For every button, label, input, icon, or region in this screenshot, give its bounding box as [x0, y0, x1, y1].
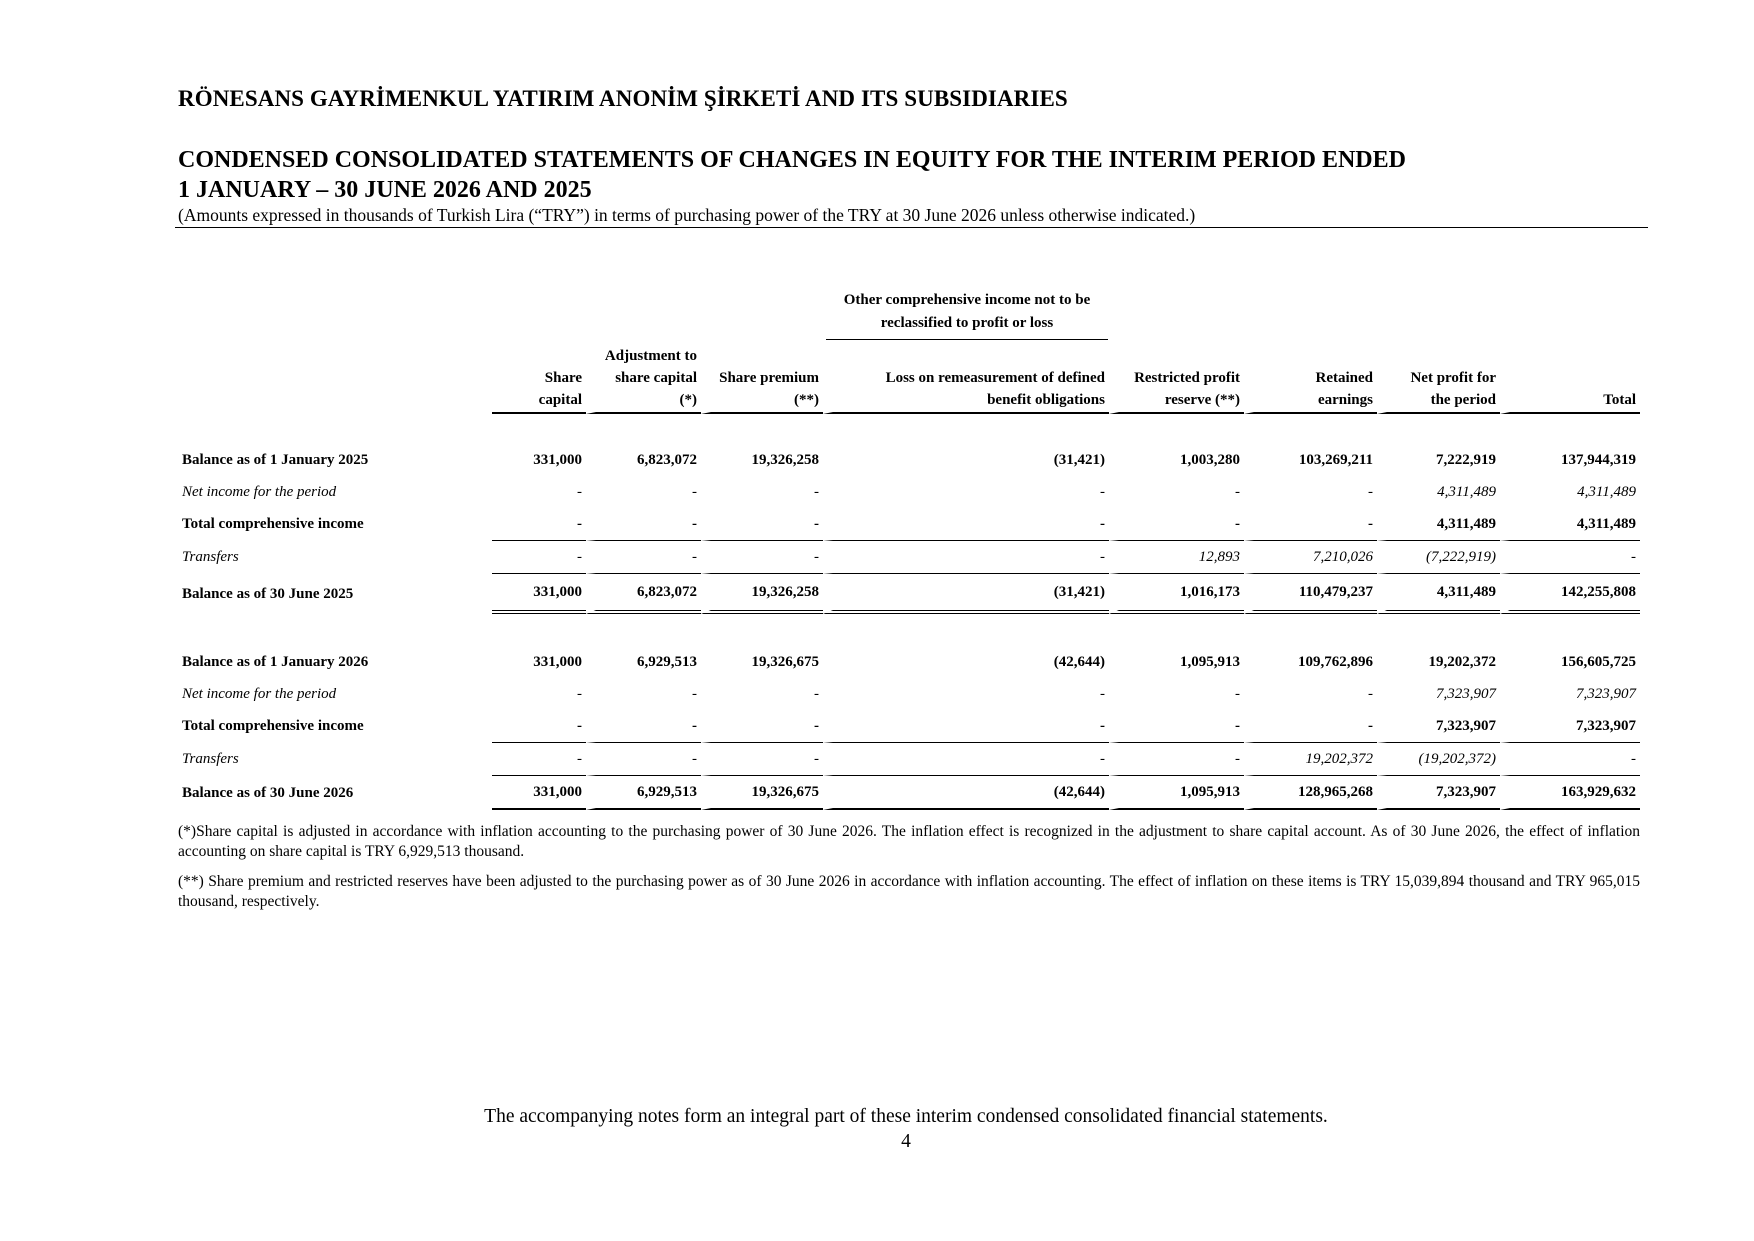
table-row	[178, 541, 1640, 574]
col-loss-remeasurement: Loss on remeasurement of defined benefit obligations	[823, 345, 1109, 414]
cell: (42,644)	[823, 776, 1109, 810]
cell: -	[1500, 743, 1640, 776]
cell: 4,311,489	[1500, 508, 1640, 541]
cell: 128,965,268	[1244, 776, 1377, 810]
cell: -	[823, 743, 1109, 776]
cell: 19,202,372	[1244, 743, 1377, 776]
cell: 7,222,919	[1377, 444, 1500, 476]
cell: -	[823, 710, 1109, 743]
cell: 110,479,237	[1244, 574, 1377, 614]
cell: 7,323,907	[1377, 678, 1500, 710]
table-row	[178, 776, 1640, 810]
col-net-profit: Net profit for the period	[1377, 345, 1500, 414]
row-label: Transfers	[182, 751, 239, 767]
cell: -	[701, 710, 823, 743]
statement-title: CONDENSED CONSOLIDATED STATEMENTS OF CHANGES IN EQUITY FOR THE INTERIM PERIOD ENDED	[178, 147, 1406, 173]
table-row	[178, 678, 1640, 710]
cell: 331,000	[533, 653, 582, 670]
cell: (42,644)	[823, 646, 1109, 678]
col-total: Total	[1500, 345, 1640, 414]
cell: 19,326,675	[701, 776, 823, 810]
col-share-premium: Share premium (**)	[701, 345, 823, 414]
cell: -	[1244, 678, 1377, 710]
cell: 6,823,072	[586, 574, 701, 614]
header-blank	[178, 345, 492, 414]
footnote-share-premium: (**) Share premium and restricted reserves have been adjusted to the purchasing power as of 30 June 2026 in accordance with inflation accounting. The effect of inflation on these items is TRY 15,039,894 thousand and TRY 965,015 thousand, respectively.	[178, 873, 1640, 910]
cell: 1,095,913	[1109, 776, 1244, 810]
cell: 331,000	[533, 451, 582, 468]
table-row	[178, 646, 1640, 678]
cell: -	[492, 541, 586, 574]
cell: -	[701, 678, 823, 710]
table-row	[178, 710, 1640, 743]
cell: -	[823, 541, 1109, 574]
row-label: Net income for the period	[182, 483, 337, 500]
cell: 12,893	[1109, 541, 1244, 574]
header-divider	[175, 227, 1648, 228]
cell: (19,202,372)	[1377, 743, 1500, 776]
cell: -	[701, 743, 823, 776]
cell: -	[586, 541, 701, 574]
cell: 19,326,258	[701, 444, 823, 476]
cell: -	[701, 541, 823, 574]
row-label: Balance as of 30 June 2026	[182, 784, 354, 801]
row-label: Balance as of 1 January 2025	[182, 451, 369, 468]
table-row	[178, 743, 1640, 776]
row-label: Total comprehensive income	[182, 718, 364, 734]
column-header-row	[178, 345, 1640, 414]
cell: 19,202,372	[1377, 646, 1500, 678]
cell: -	[577, 483, 582, 500]
statement-subtitle: (Amounts expressed in thousands of Turkish Lira (“TRY”) in terms of purchasing power of the TRY at 30 June 2026 unless otherwise indicated.)	[178, 205, 1196, 225]
cell: 7,323,907	[1377, 776, 1500, 810]
cell: -	[1109, 508, 1244, 541]
cell: -	[492, 508, 586, 541]
cell: -	[492, 710, 586, 743]
cell: 1,095,913	[1109, 646, 1244, 678]
cell: -	[823, 508, 1109, 541]
cell: -	[701, 508, 823, 541]
cell: -	[1109, 743, 1244, 776]
cell: 1,016,173	[1109, 574, 1244, 614]
cell: 4,311,489	[1377, 508, 1500, 541]
cell: -	[1109, 476, 1244, 508]
cell: -	[1244, 710, 1377, 743]
cell: 19,326,675	[701, 646, 823, 678]
cell: 4,311,489	[1500, 476, 1640, 508]
cell: (31,421)	[823, 444, 1109, 476]
cell: -	[1109, 678, 1244, 710]
cell: 142,255,808	[1500, 574, 1640, 614]
cell: -	[492, 743, 586, 776]
col-share-capital: Share capital	[492, 345, 586, 414]
cell: 6,929,513	[586, 646, 701, 678]
footer-note: The accompanying notes form an integral part of these interim condensed consolidated financial statements.	[484, 1106, 1328, 1127]
cell: -	[586, 508, 701, 541]
cell: (7,222,919)	[1377, 541, 1500, 574]
cell: 7,323,907	[1500, 710, 1640, 743]
footnotes	[178, 822, 1640, 922]
cell: 4,311,489	[1377, 574, 1500, 614]
table-row	[178, 444, 1640, 476]
cell: 103,269,211	[1244, 444, 1377, 476]
company-name: RÖNESANS GAYRİMENKUL YATIRIM ANONİM ŞİRKETİ AND ITS SUBSIDIARIES	[178, 86, 1068, 111]
col-adjustment-share-capital: Adjustment to share capital (*)	[586, 345, 701, 414]
table-row	[178, 476, 1640, 508]
row-label: Transfers	[182, 549, 239, 565]
cell: -	[1109, 710, 1244, 743]
row-label: Net income for the period	[182, 685, 337, 702]
cell: 6,929,513	[586, 776, 701, 810]
cell: -	[577, 685, 582, 702]
cell: 331,000	[492, 574, 586, 614]
table-row	[178, 508, 1640, 541]
cell: 7,323,907	[1500, 678, 1640, 710]
cell: -	[1500, 541, 1640, 574]
cell: 109,762,896	[1244, 646, 1377, 678]
row-label: Balance as of 1 January 2026	[182, 653, 369, 670]
cell: 331,000	[492, 776, 586, 810]
equity-table	[178, 345, 1640, 810]
footnote-share-capital: (*)Share capital is adjusted in accordance with inflation accounting to the purchasing power of 30 June 2026. The inflation effect is recognized in the adjustment to share capital account. As of 30 June 2026, the effect of inflation accounting on share capital is TRY 6,929,513 thousand.	[178, 823, 1640, 860]
col-restricted-reserve: Restricted profit reserve (**)	[1109, 345, 1244, 414]
col-retained-earnings: Retained earnings	[1244, 345, 1377, 414]
cell: -	[1244, 508, 1377, 541]
cell: 7,323,907	[1377, 710, 1500, 743]
cell: 19,326,258	[701, 574, 823, 614]
cell: -	[701, 476, 823, 508]
cell: 156,605,725	[1500, 646, 1640, 678]
page-number: 4	[901, 1131, 911, 1152]
oci-group-header: Other comprehensive income not to be reclassified to profit or loss	[826, 289, 1108, 340]
cell: -	[823, 476, 1109, 508]
cell: -	[823, 678, 1109, 710]
cell: 163,929,632	[1500, 776, 1640, 810]
cell: -	[1244, 476, 1377, 508]
cell: 4,311,489	[1377, 476, 1500, 508]
row-label: Total comprehensive income	[182, 516, 364, 532]
cell: -	[586, 743, 701, 776]
cell: -	[586, 678, 701, 710]
cell: -	[586, 710, 701, 743]
cell: -	[586, 476, 701, 508]
cell: 7,210,026	[1244, 541, 1377, 574]
cell: (31,421)	[823, 574, 1109, 614]
statement-period: 1 JANUARY – 30 JUNE 2026 AND 2025	[178, 177, 592, 203]
row-label: Balance as of 30 June 2025	[182, 585, 354, 602]
cell: 6,823,072	[586, 444, 701, 476]
cell: 137,944,319	[1500, 444, 1640, 476]
cell: 1,003,280	[1109, 444, 1244, 476]
table-row	[178, 574, 1640, 614]
